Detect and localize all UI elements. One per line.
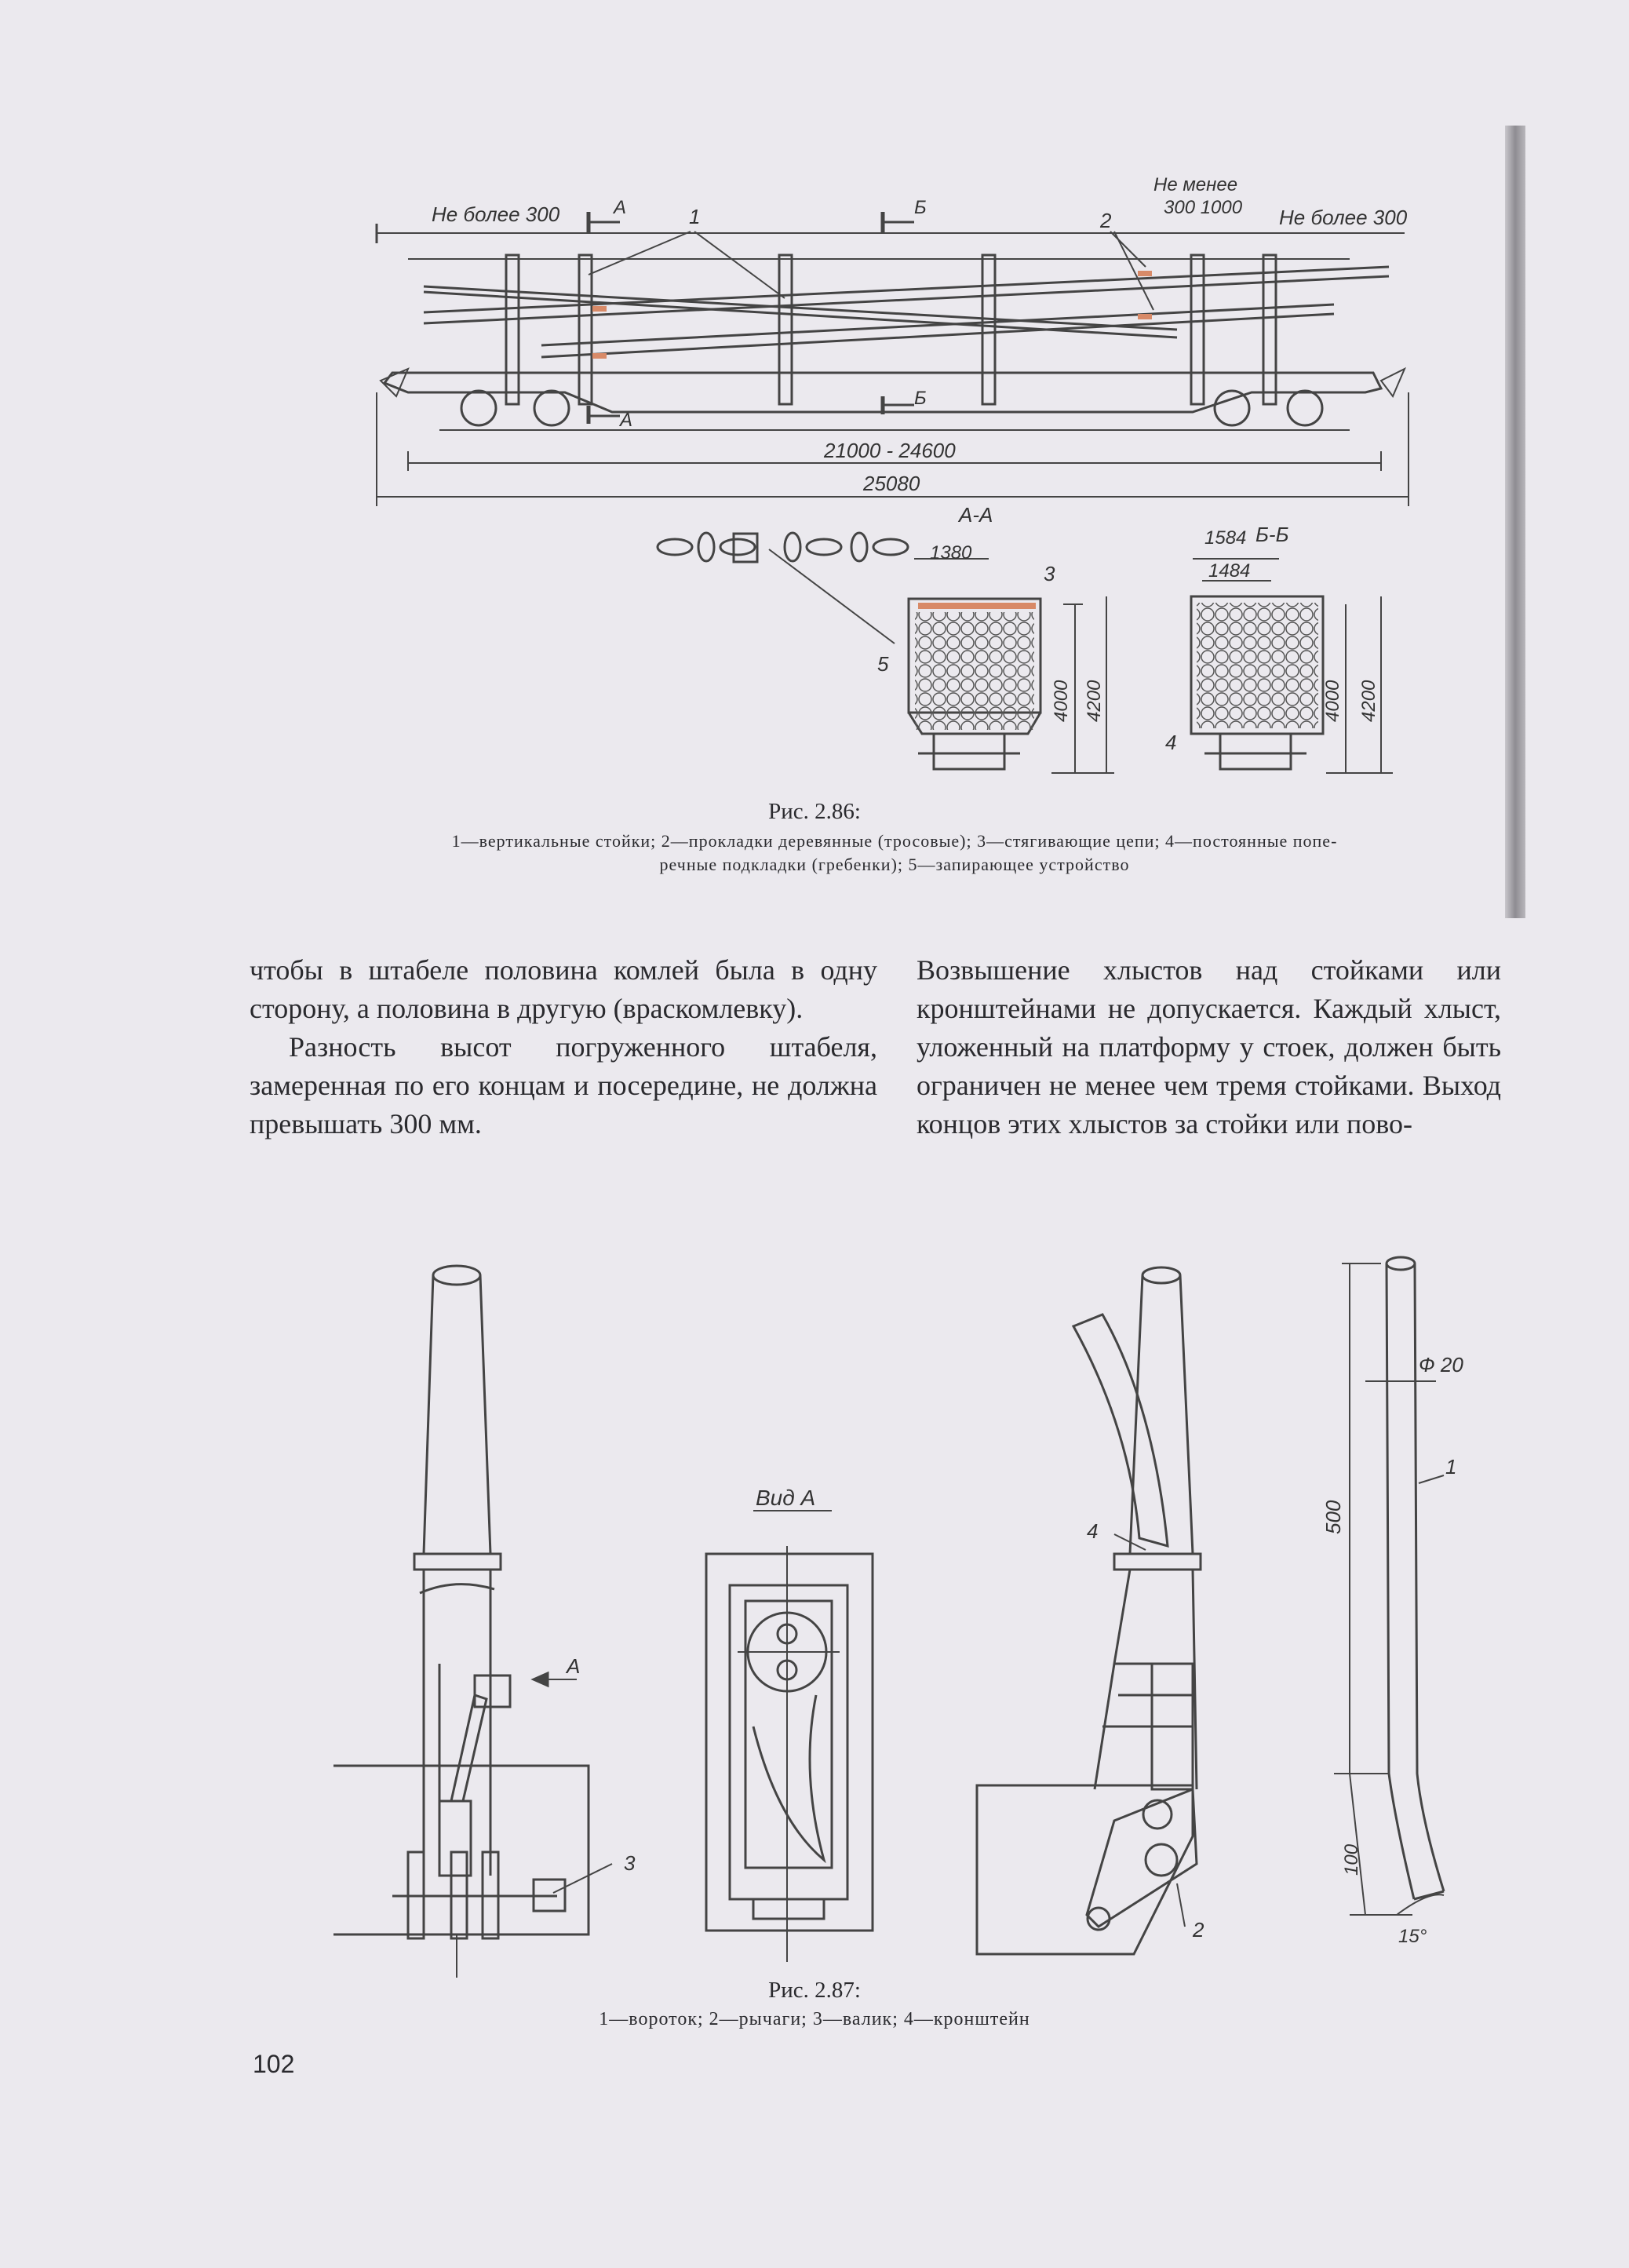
callout-4: 4 — [1165, 731, 1177, 754]
page-number: 102 — [253, 2050, 295, 2078]
figure-2-87-legend: 1—вороток; 2—рычаги; 3—валик; 4—кронштейн — [599, 2009, 1030, 2029]
callout-3: 3 — [1044, 562, 1055, 585]
label-section-a-top: А — [614, 197, 627, 218]
paragraph-left-1: чтобы в штабеле половина комлей была в одну сторону, а половина в другую (враскомлевку). — [250, 954, 877, 1024]
callout-5: 5 — [877, 652, 889, 676]
callout-3-fig2: 3 — [624, 1851, 636, 1875]
figure-2-87-title: Рис. 2.87: — [768, 1978, 861, 2003]
callout-2-fig2: 2 — [1193, 1918, 1204, 1942]
angle-15: 15° — [1398, 1926, 1427, 1947]
callout-1: 1 — [689, 205, 701, 228]
dimension-4000-a: 4000 — [1051, 680, 1072, 722]
dimension-4200-b: 4200 — [1358, 680, 1379, 722]
dimension-100: 100 — [1341, 1843, 1362, 1876]
label-section-a-bottom: А — [620, 410, 633, 431]
figure-2-86-legend-line2: речные подкладки (гребенки); 5—запирающее устройство — [659, 855, 1130, 874]
label-section-aa: А-А — [959, 503, 993, 527]
dimension-1484: 1484 — [1208, 560, 1251, 582]
callout-2: 2 — [1100, 209, 1112, 232]
paragraph-left-2: Разность высот погруженного штабеля, замеренная по его концам и посередине, не должна превышать 300 мм. — [250, 1031, 877, 1139]
label-300-1000: 300 1000 — [1164, 197, 1243, 218]
stake-bracket-view — [977, 1267, 1201, 1954]
figure-2-87 — [0, 1224, 1629, 2025]
label-section-b-top: Б — [914, 197, 927, 218]
figure-2-86-legend — [235, 830, 1554, 877]
figure-2-86 — [0, 0, 1629, 793]
paragraph-right-1: Возвышение хлыстов над стойками или кронштейнами не допускается. Каждый хлыст, уложенный на платформу у стоек, должен быть ограничен не менее чем тремя стойками. Выход концов этих хлыстов за стойки или пово- — [917, 954, 1501, 1139]
dimension-25080: 25080 — [863, 472, 920, 495]
dimension-21000-24600: 21000 - 24600 — [824, 439, 956, 462]
label-section-b-bottom: Б — [914, 388, 927, 409]
dimension-4200-a: 4200 — [1084, 680, 1105, 722]
label-not-more-300-left: Не более 300 — [432, 202, 560, 226]
label-section-bb: Б-Б — [1255, 523, 1289, 546]
dimension-4000-b: 4000 — [1322, 680, 1343, 722]
dimension-1584: 1584 — [1204, 527, 1247, 549]
chain-drawing — [658, 533, 908, 644]
callout-1-fig2: 1 — [1445, 1455, 1457, 1479]
dimension-500: 500 — [1321, 1500, 1345, 1534]
view-a-label: Вид А — [756, 1486, 816, 1510]
label-not-more-300-right: Не более 300 — [1279, 206, 1408, 229]
view-a-drawing — [706, 1511, 873, 1962]
label-not-less: Не менее — [1153, 174, 1238, 195]
text-column-right — [917, 951, 1501, 1143]
figure-2-86-legend-line1: 1—вертикальные стойки; 2—прокладки деревянные (тросовые); 3—стягивающие цепи; 4—постоянные попе- — [451, 831, 1338, 851]
stake-side-view — [333, 1266, 612, 1978]
dimension-1380: 1380 — [930, 542, 972, 563]
arrow-label-a: А — [567, 1654, 581, 1678]
figure-2-86-title: Рис. 2.86: — [768, 799, 861, 824]
diameter-label: Ф 20 — [1419, 1353, 1463, 1376]
callout-4-fig2: 4 — [1087, 1519, 1099, 1543]
text-column-left — [250, 951, 877, 1143]
